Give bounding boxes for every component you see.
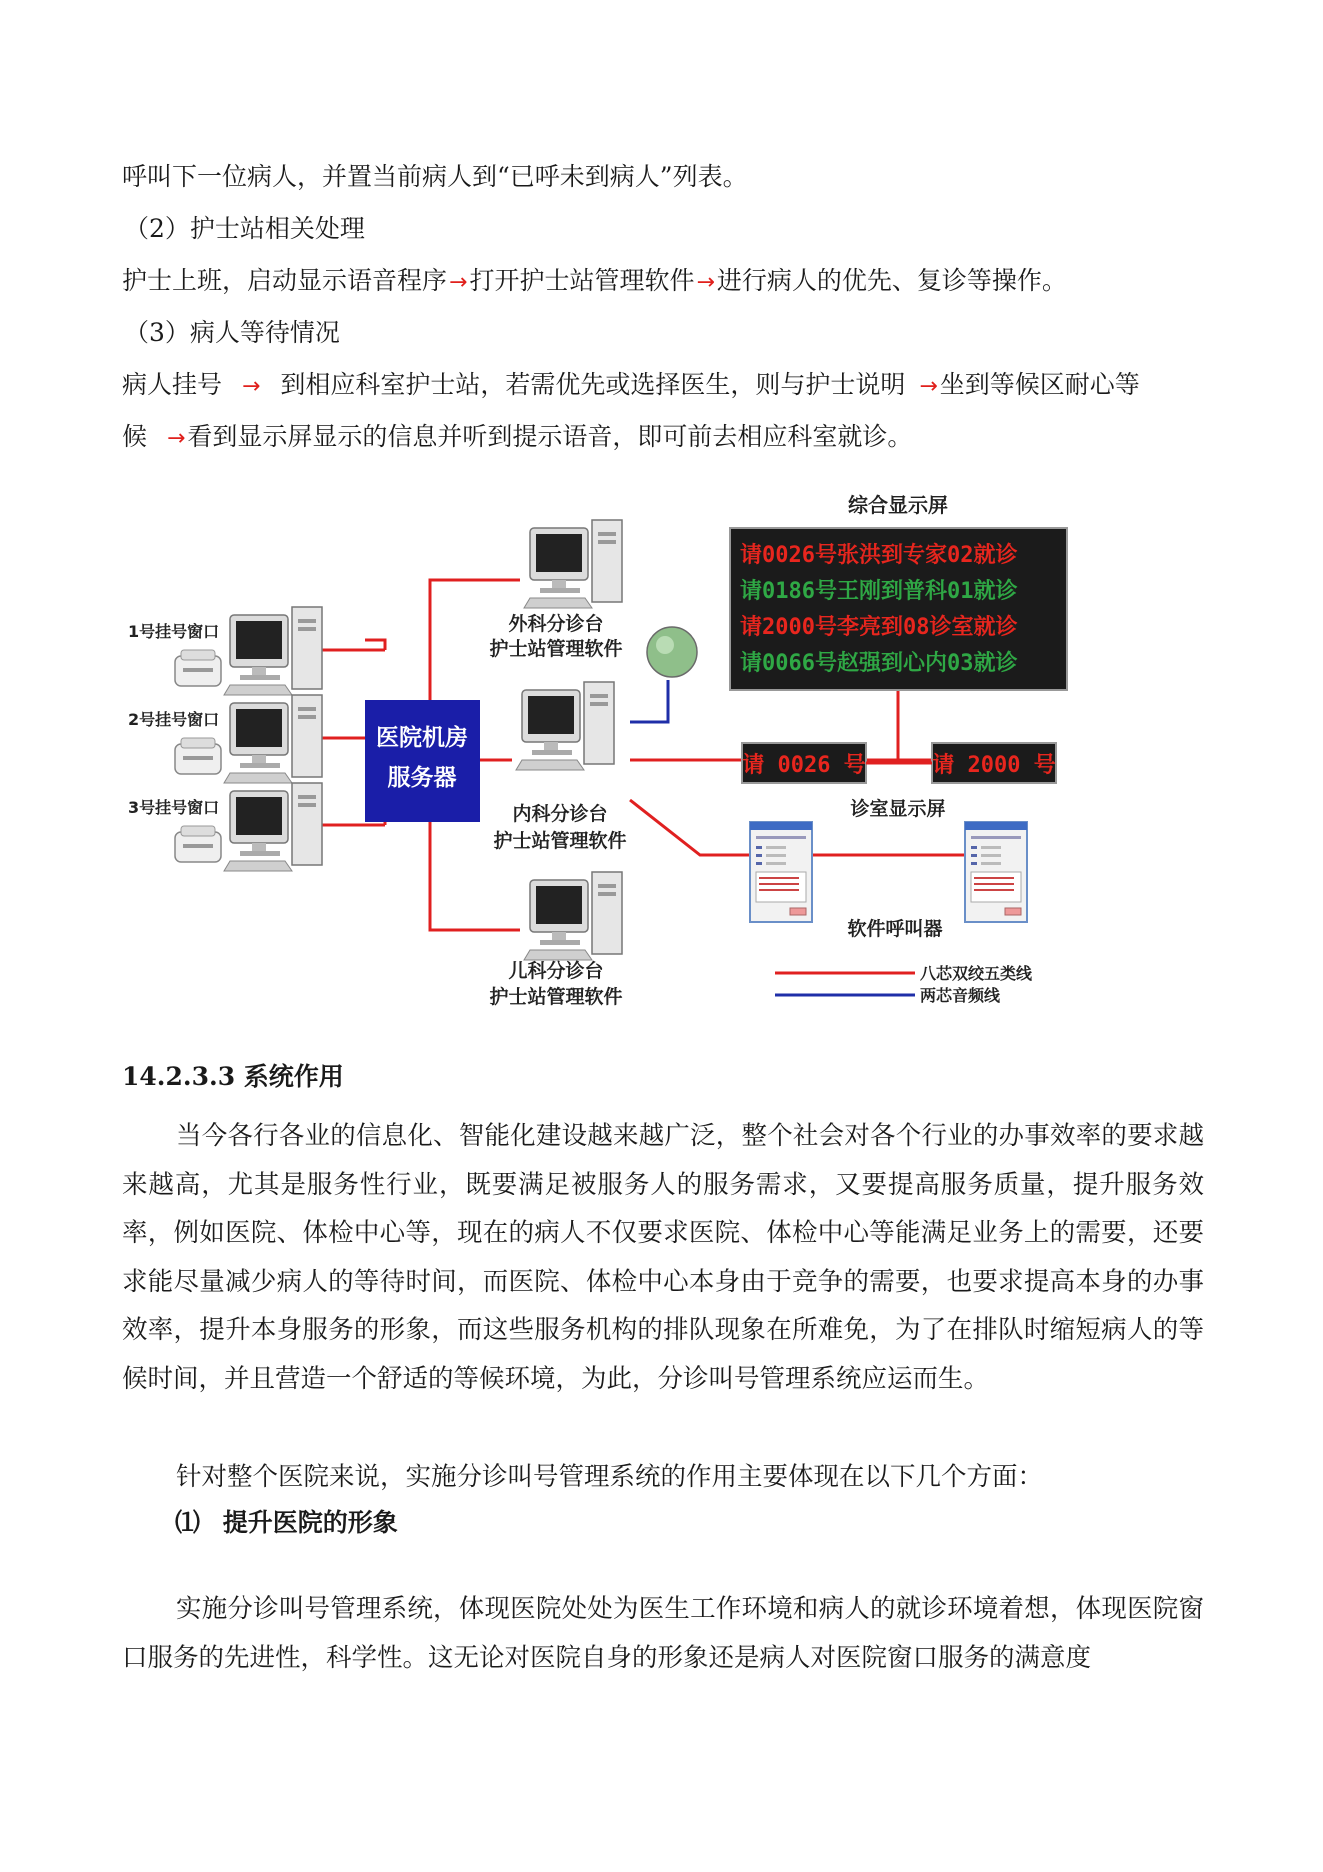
software-caller-label: 软件呼叫器: [847, 918, 943, 940]
legend-label: 八芯双绞五类线: [920, 964, 1033, 983]
paragraph: 实施分诊叫号管理系统，体现医院处处为医生工作环境和病人的就诊环境着想，体现医院窗口服务的先进性，科学性。这无论对医院自身的形象还是病人对医院窗口服务的满意度: [122, 1594, 1204, 1673]
display-line-4: 请0066号赵强到心内03就诊: [740, 651, 1018, 676]
subheading: （3）病人等待情况: [124, 318, 340, 347]
room-display-2: [932, 743, 1056, 783]
text-line: 呼叫下一位病人，并置当前病人到“已呼未到病人”列表。: [122, 162, 748, 191]
subheading: （2）护士站相关处理: [124, 214, 365, 243]
legend: [775, 964, 1033, 1005]
step: 候: [122, 422, 148, 451]
display-line-3: 请2000号李亮到08诊室就诊: [740, 615, 1018, 640]
room-display-text: 请 0026 号: [742, 753, 866, 778]
display-line-2: 请0186号王刚到普科01就诊: [740, 579, 1018, 604]
arrow-icon: →: [241, 374, 261, 399]
list-item-heading: [175, 1506, 398, 1540]
software-window-icon: [750, 822, 812, 922]
window-2: [128, 695, 322, 783]
item-number: ⑴: [175, 1508, 201, 1537]
surgery-station: [489, 520, 622, 660]
station-label: 儿科分诊台: [508, 960, 604, 982]
station-label: 护士站管理软件: [489, 638, 623, 660]
station-label: 内科分诊台: [512, 803, 608, 825]
section-heading: 14.2.3.3 系统作用: [122, 1062, 344, 1091]
speaker-icon: [647, 627, 697, 677]
server-label: 医院机房: [376, 725, 468, 751]
window-1: [128, 607, 322, 695]
server-label: 服务器: [387, 765, 457, 791]
window-label: 3号挂号窗口: [128, 798, 220, 817]
audio-line: [630, 680, 668, 722]
pediatric-station: [489, 872, 622, 1008]
arrow-icon: →: [696, 270, 715, 295]
step: 打开护士站管理软件: [469, 266, 695, 295]
station-label: 护士站管理软件: [489, 986, 623, 1008]
station-label: 外科分诊台: [508, 613, 604, 635]
step: 病人挂号: [122, 370, 223, 399]
room-display-text: 请 2000 号: [932, 753, 1056, 778]
window-label: 2号挂号窗口: [128, 710, 220, 729]
step: 进行病人的优先、复诊等操作。: [716, 266, 1067, 295]
window-label: 1号挂号窗口: [128, 622, 220, 641]
server-box: [365, 700, 480, 822]
paragraph: 针对整个医院来说，实施分诊叫号管理系统的作用主要体现在以下几个方面：: [176, 1462, 1044, 1492]
paragraph: 当今各行各业的信息化、智能化建设越来越广泛，整个社会对各个行业的办事效率的要求越来越高，尤其是服务性行业，既要满足被服务人的服务需求，又要提高服务质量，提升服务效率，例如医院、体检中心等，现在的病人不仅要求医院、体检中心等能满足业务上的需要，还要求能尽量减少病人的等待时间，而医院、体检中心本身由于竞争的需要，也要求提高本身的办事效率，提升本身服务的形象，而这些服务机构的排队现象在所难免，为了在排队时缩短病人的等候时间，并且营造一个舒适的等候环境，为此，分诊叫号管理系统应运而生。: [122, 1121, 1204, 1394]
step: 坐到等候区耐心等: [939, 370, 1140, 399]
display-title: 综合显示屏: [848, 493, 948, 517]
room-display-1: [742, 743, 866, 783]
step: 到相应科室护士站，若需优先或选择医生，则与护士说明: [280, 370, 906, 399]
arrow-icon: →: [919, 374, 938, 399]
software-window-icon: [965, 822, 1027, 922]
window-3: [128, 783, 322, 871]
internal-station: [493, 682, 626, 852]
display-line-1: 请0026号张洪到专家02就诊: [740, 543, 1018, 568]
step: 护士上班，启动显示语音程序: [122, 266, 448, 295]
arrow-icon: →: [166, 426, 186, 451]
arrow-icon: →: [449, 270, 468, 295]
comprehensive-display: [730, 528, 1067, 690]
room-display-label: 诊室显示屏: [850, 798, 946, 820]
item-title: 提升医院的形象: [222, 1508, 398, 1537]
legend-label: 两芯音频线: [920, 986, 1001, 1005]
station-label: 护士站管理软件: [493, 830, 627, 852]
step: 看到显示屏显示的信息并听到提示语音，即可前去相应科室就诊。: [187, 422, 913, 451]
